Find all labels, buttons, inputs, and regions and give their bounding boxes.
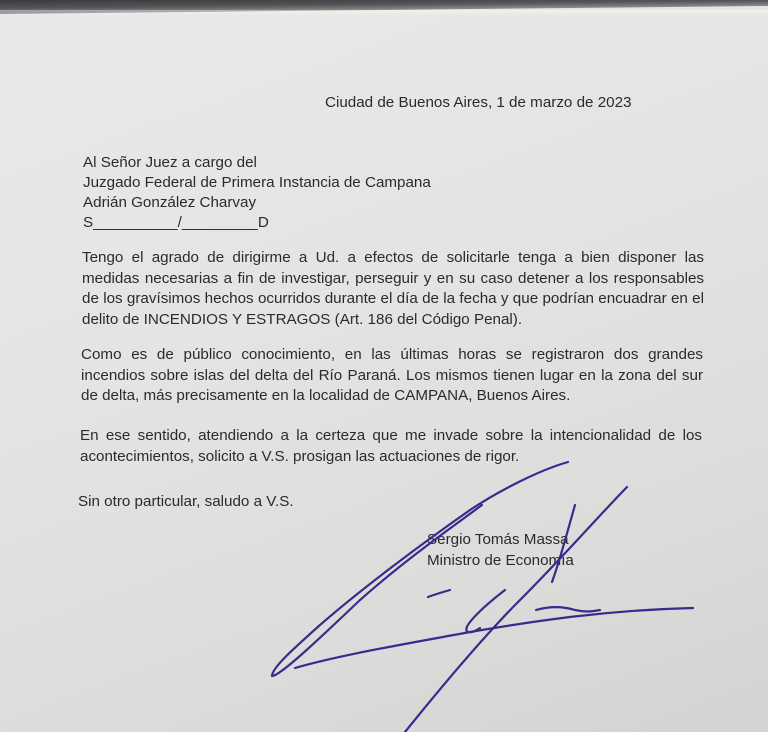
signer-title: Ministro de Economía — [427, 552, 574, 569]
date-line: Ciudad de Buenos Aires, 1 de marzo de 2023 — [325, 94, 632, 111]
recipient-line-2: Juzgado Federal de Primera Instancia de Campana — [83, 174, 431, 191]
closing-line: Sin otro particular, saludo a V.S. — [78, 493, 294, 510]
recipient-line-4: S__________/_________D — [83, 214, 269, 231]
recipient-line-1: Al Señor Juez a cargo del — [83, 154, 257, 171]
paragraph-1: Tengo el agrado de dirigirme a Ud. a efectos de solicitarle tenga a bien disponer las medidas necesarias a fin de investigar, perseguir y en su caso detener a los responsables de los gravísimos hechos ocurridos durante el día de la fecha y que podrían encuadrar en el delito de INCENDIOS Y ESTRAGOS (Art. 186 del Código Penal). — [82, 249, 704, 328]
paragraph-3: En ese sentido, atendiendo a la certeza que me invade sobre la intencionalidad de los acontecimientos, solicito a V.S. prosigan las actuaciones de rigor. — [80, 427, 702, 465]
paragraph-2: Como es de público conocimiento, en las últimas horas se registraron dos grandes incendios sobre islas del delta del Río Paraná. Los mismos tienen lugar en la zona del sur de delta, más precisamente en la localidad de CAMPANA, Buenos Aires. — [81, 346, 703, 404]
recipient-line-3: Adrián González Charvay — [83, 194, 257, 211]
signer-name: Sergio Tomás Massa — [427, 531, 569, 548]
